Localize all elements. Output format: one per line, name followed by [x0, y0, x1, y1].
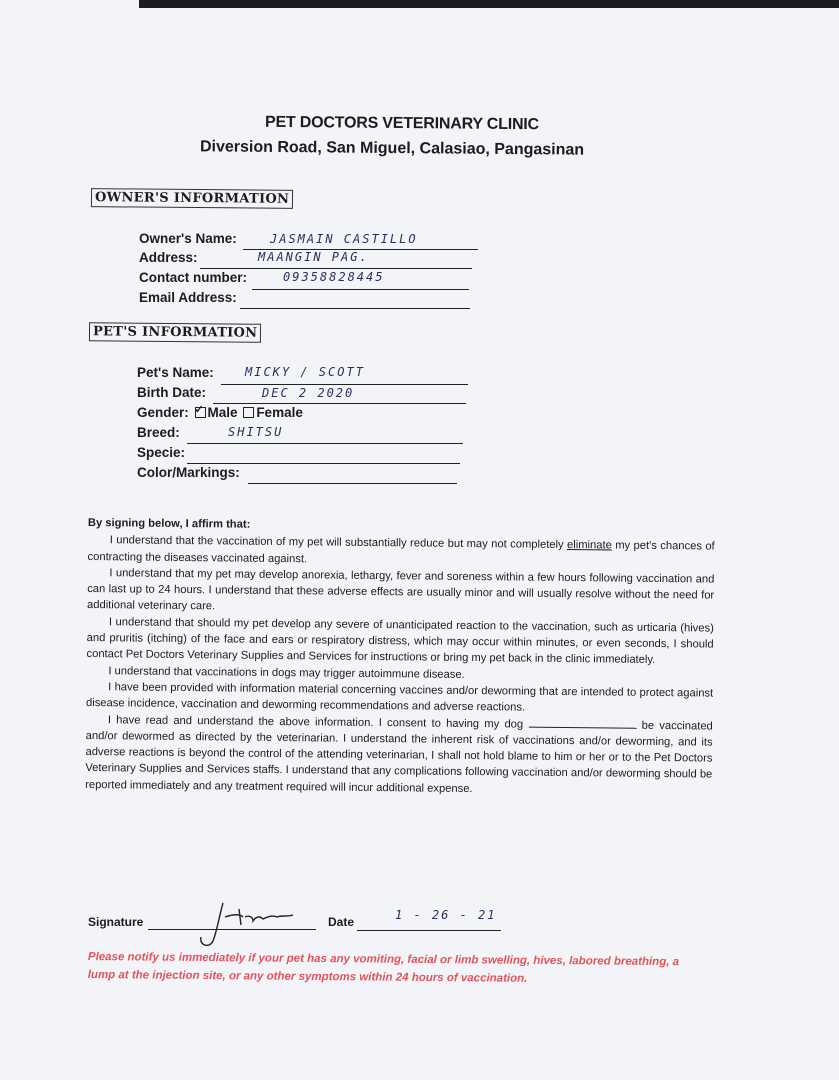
- affirmation-heading: By signing below, I affirm that:: [87, 516, 251, 531]
- signature-label: Signature: [88, 915, 144, 929]
- female-label: Female: [256, 405, 303, 420]
- address-value[interactable]: MAANGIN PAG.: [258, 250, 369, 264]
- date-line: [357, 930, 501, 931]
- affirmation-paragraph-3: I understand that should my pet develop any severe of unanticipated reaction to the vaccination, such as urticaria (hives) and pruritis (itching) of the face and ears or respiratory distress, which may occur within minutes, or even seconds, I should contact Pet Doctors Veterinary Supplies and Services for instructions or bring my pet back in the clinic immediately.: [86, 616, 714, 667]
- date-label: Date: [328, 915, 355, 929]
- specie-label: Specie:: [137, 445, 186, 460]
- contact-label: Contact number:: [139, 270, 247, 285]
- owner-name-value[interactable]: JASMAIN CASTILLO: [270, 232, 418, 246]
- birth-date-line: [213, 403, 466, 404]
- handwritten-signature[interactable]: [195, 895, 305, 950]
- scan-edge: [139, 0, 839, 8]
- affirmation-paragraph-4: I understand that vaccinations in dogs may trigger autoimmune disease.: [108, 664, 465, 681]
- pet-name-label: Pet's Name:: [137, 365, 214, 380]
- clinic-address: Diversion Road, San Miguel, Calasiao, Pangasinan: [199, 138, 585, 159]
- affirmation-p6b: be vaccinated and/or dewormed as directed by the veterinarian. I understand the inherent risk of vaccinations and/or deworming, and its adverse reactions is beyond the control of the attending veterinarian, I shall not hold blame to him or her or to the Pet Doctors Veterinary Supplies and Services staffs. I understand that any complications following vaccination and/or deworming should be reported immediately and any treatment required will incur additional expense.: [85, 719, 713, 795]
- address-line: [200, 268, 472, 269]
- date-value[interactable]: 1 - 26 - 21: [395, 908, 497, 922]
- male-checkbox[interactable]: [195, 407, 206, 418]
- affirmation-paragraph-2: I understand that my pet may develop anorexia, lethargy, fever and soreness within a few hours following vaccination and can last up to 24 hours. I understand that these adverse effects are usually minor and will usually resolve without the need for additional veterinary care.: [86, 567, 715, 613]
- pet-name-line: [221, 384, 468, 385]
- address-label: Address:: [139, 250, 198, 265]
- color-markings-line: [248, 483, 457, 484]
- owner-section-title: OWNER'S INFORMATION: [91, 188, 293, 209]
- affirmation-p1b: my pet's chances of contracting the diseases vaccinated against.: [87, 539, 715, 565]
- pet-section-title: PET'S INFORMATION: [89, 322, 262, 343]
- dog-name-blank[interactable]: [528, 716, 636, 728]
- birth-date-value[interactable]: DEC 2 2020: [262, 386, 355, 400]
- specie-line: [187, 463, 460, 464]
- clinic-name: PET DOCTORS VETERINARY CLINIC: [264, 113, 540, 134]
- breed-value[interactable]: SHITSU: [228, 425, 284, 439]
- vaccination-notice: Please notify us immediately if your pet has any vomiting, facial or limb swelling, hives, labored breathing, a lump at the injection site, or any other symptoms within 24 hours of vaccination.: [87, 950, 680, 985]
- contact-value[interactable]: 09358828445: [283, 270, 385, 284]
- contact-line: [252, 289, 469, 290]
- affirmation-underlined-word: eliminate: [566, 539, 612, 552]
- affirmation-p1a: I understand that the vaccination of my pet will substantially reduce but may not completely: [109, 534, 564, 552]
- birth-date-label: Birth Date:: [137, 385, 207, 400]
- affirmation-block: [85, 515, 715, 800]
- affirmation-p6a: I have read and understand the above information. I consent to having my dog: [107, 713, 524, 731]
- pet-name-value[interactable]: MICKY / SCOTT: [245, 365, 365, 379]
- email-label: Email Address:: [139, 290, 237, 305]
- affirmation-paragraph-5: I have been provided with information material concerning vaccines and/or deworming that are intended to protect against disease incidence, vaccination and deworming recommendations and adverse reactions.: [85, 681, 714, 714]
- breed-label: Breed:: [137, 425, 180, 440]
- email-line: [240, 308, 470, 309]
- owner-name-label: Owner's Name:: [139, 231, 237, 246]
- breed-line: [187, 443, 463, 444]
- affirmation-paragraph-6: [85, 712, 713, 800]
- male-label: Male: [207, 405, 238, 420]
- gender-row: [137, 405, 303, 420]
- color-markings-label: Color/Markings:: [137, 465, 240, 480]
- gender-label: Gender:: [137, 405, 189, 420]
- female-checkbox[interactable]: [243, 407, 254, 418]
